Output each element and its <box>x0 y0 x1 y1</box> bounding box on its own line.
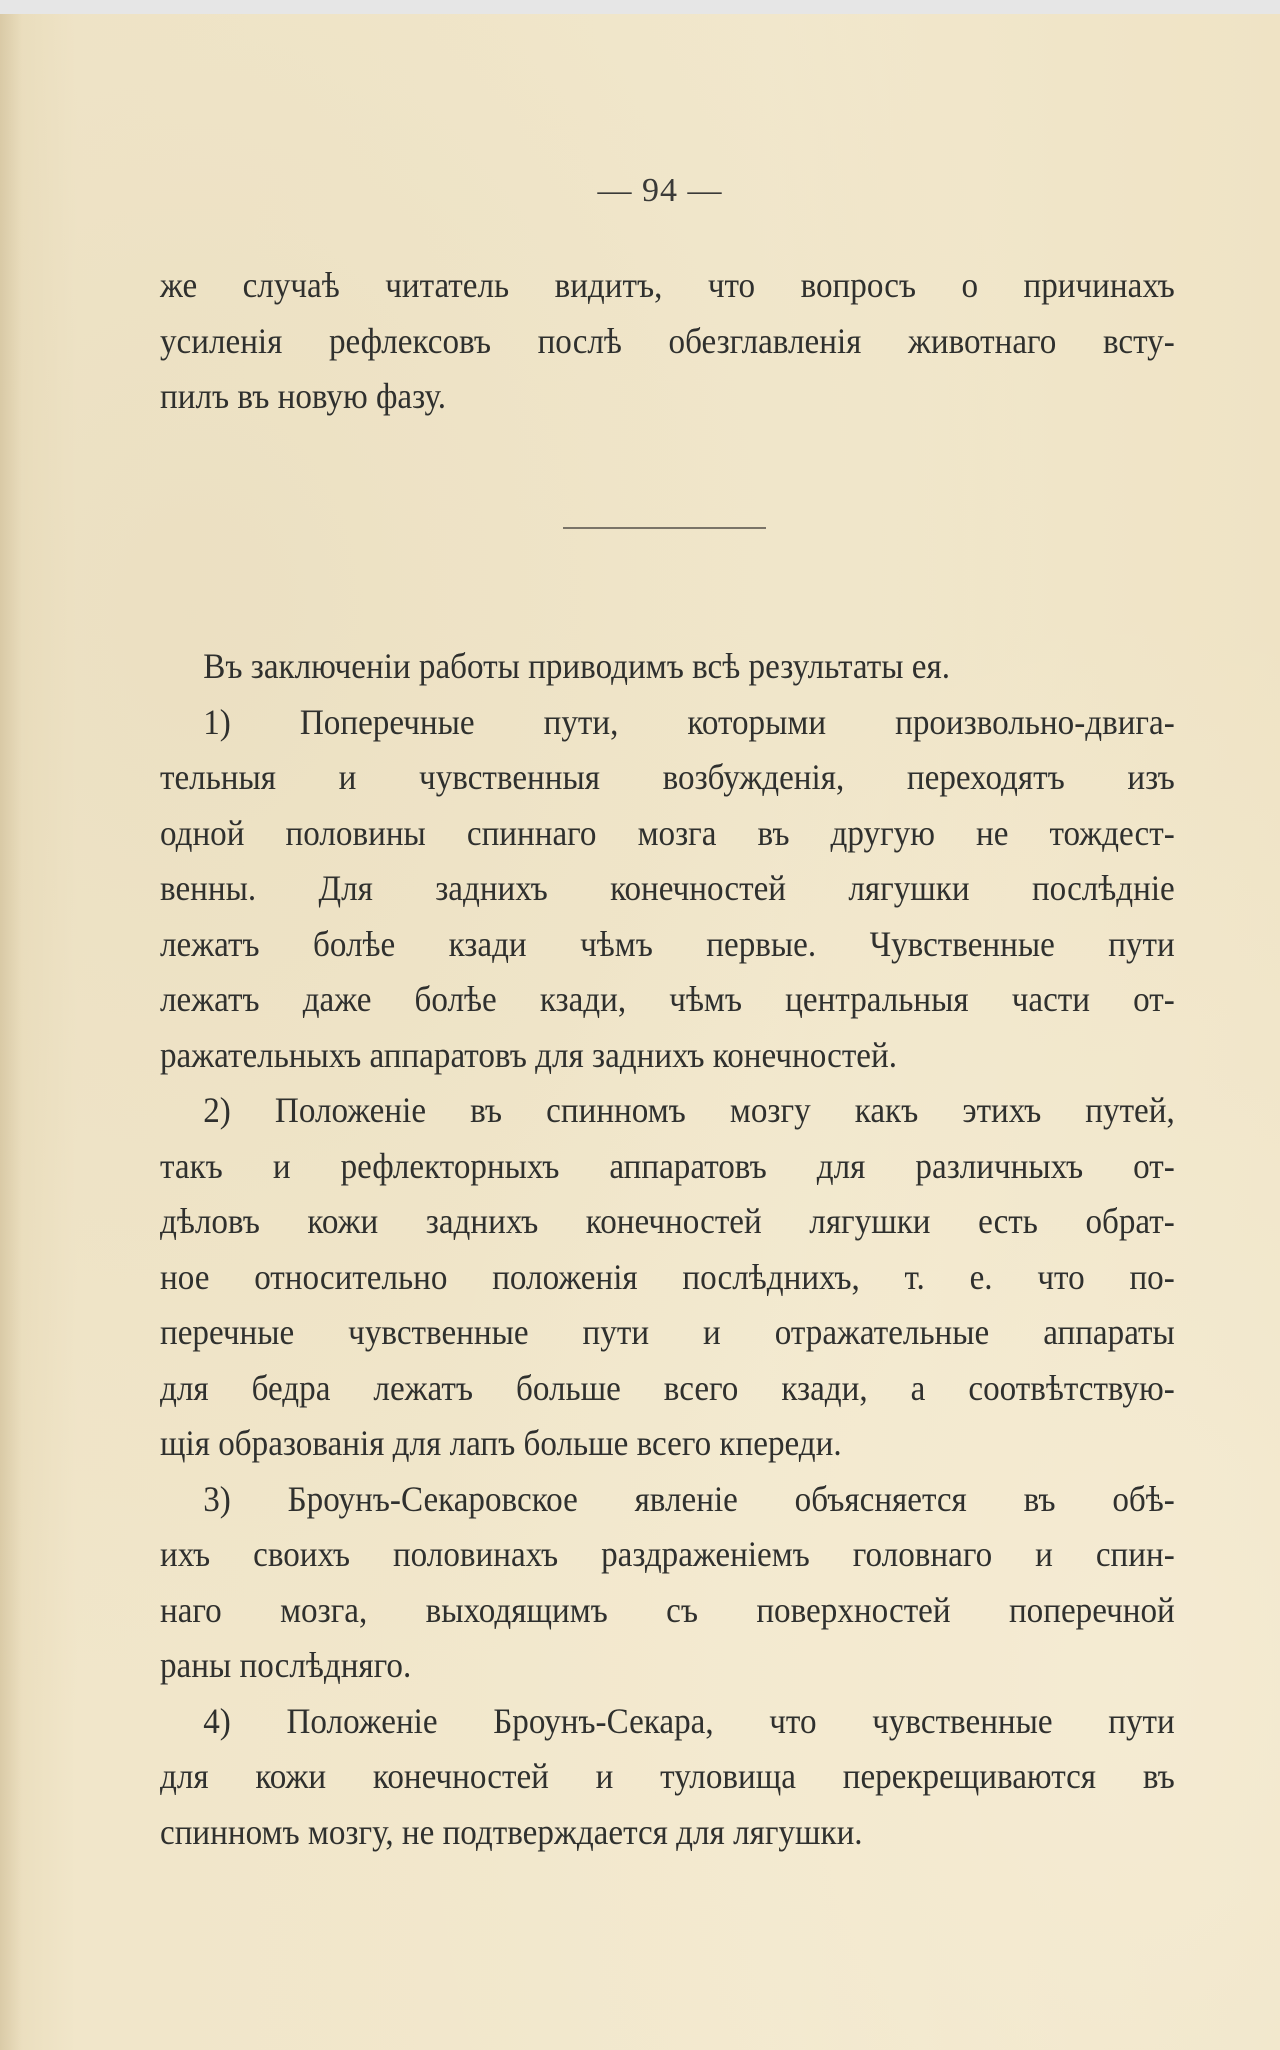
item-line: венны. Для заднихъ конечностей лягушки послѣдніе <box>160 868 1175 908</box>
intro-line: пилъ въ новую фазу. <box>160 376 447 416</box>
conclusion-item-1 <box>160 695 1175 1084</box>
item-line: 2) Положеніе въ спинномъ мозгу какъ этихъ путей, <box>203 1090 1175 1130</box>
item-line: спинномъ мозгу, не подтверждается для лягушки. <box>160 1811 863 1852</box>
item-line: 4) Положеніе Броунъ-Секара, что чувственные пути <box>203 1700 1175 1741</box>
conclusion-section <box>160 639 1175 1860</box>
item-line: для бедра лежатъ больше всего кзади, а соотвѣтствую- <box>160 1367 1175 1408</box>
item-line: 3) Броунъ-Секаровское явленіе объясняется въ обѣ- <box>203 1478 1175 1519</box>
page-gutter-shadow <box>0 14 22 2050</box>
item-line: щія образованія для лапъ больше всего кпереди. <box>160 1423 842 1463</box>
item-line: тельныя и чувственныя возбужденія, переходятъ изъ <box>160 757 1175 797</box>
item-line: перечные чувственные пути и отражательные аппараты <box>160 1312 1175 1352</box>
item-line: ражательныхъ аппаратовъ для заднихъ конечностей. <box>160 1034 898 1075</box>
conclusion-item-3 <box>160 1472 1175 1694</box>
item-line: лежатъ даже болѣе кзади, чѣмъ центральныя части от- <box>160 979 1175 1019</box>
item-line: ное относительно положенія послѣднихъ, т. е. что по- <box>160 1256 1175 1297</box>
page-number: — 94 — <box>597 172 723 209</box>
item-line: такъ и рефлекторныхъ аппаратовъ для различныхъ от- <box>160 1145 1175 1186</box>
item-line: дѣловъ кожи заднихъ конечностей лягушки есть обрат- <box>160 1201 1175 1241</box>
item-line: ихъ своихъ половинахъ раздраженіемъ головнаго и спин- <box>160 1534 1175 1574</box>
item-line: лежатъ болѣе кзади чѣмъ первые. Чувственные пути <box>160 923 1175 964</box>
item-line: 1) Поперечные пути, которыми произвольно-двига- <box>203 701 1175 742</box>
conclusion-heading-line: Въ заключеніи работы приводимъ всѣ результаты ея. <box>203 646 950 686</box>
item-line: для кожи конечностей и туловища перекрещиваются въ <box>160 1756 1175 1796</box>
conclusion-item-2 <box>160 1083 1175 1472</box>
section-divider <box>563 527 766 529</box>
intro-paragraph <box>160 258 1175 425</box>
intro-line: усиленія рефлексовъ послѣ обезглавленія животнаго всту- <box>160 320 1175 361</box>
item-line: одной половины спиннаго мозга въ другую не тождест- <box>160 812 1175 853</box>
item-line: наго мозга, выходящимъ съ поверхностей поперечной <box>160 1589 1175 1630</box>
item-line: раны послѣдняго. <box>160 1645 412 1685</box>
scan-top-edge <box>0 0 1280 14</box>
conclusion-item-4 <box>160 1694 1175 1861</box>
intro-line: же случаѣ читатель видитъ, что вопросъ о причинахъ <box>160 265 1175 305</box>
